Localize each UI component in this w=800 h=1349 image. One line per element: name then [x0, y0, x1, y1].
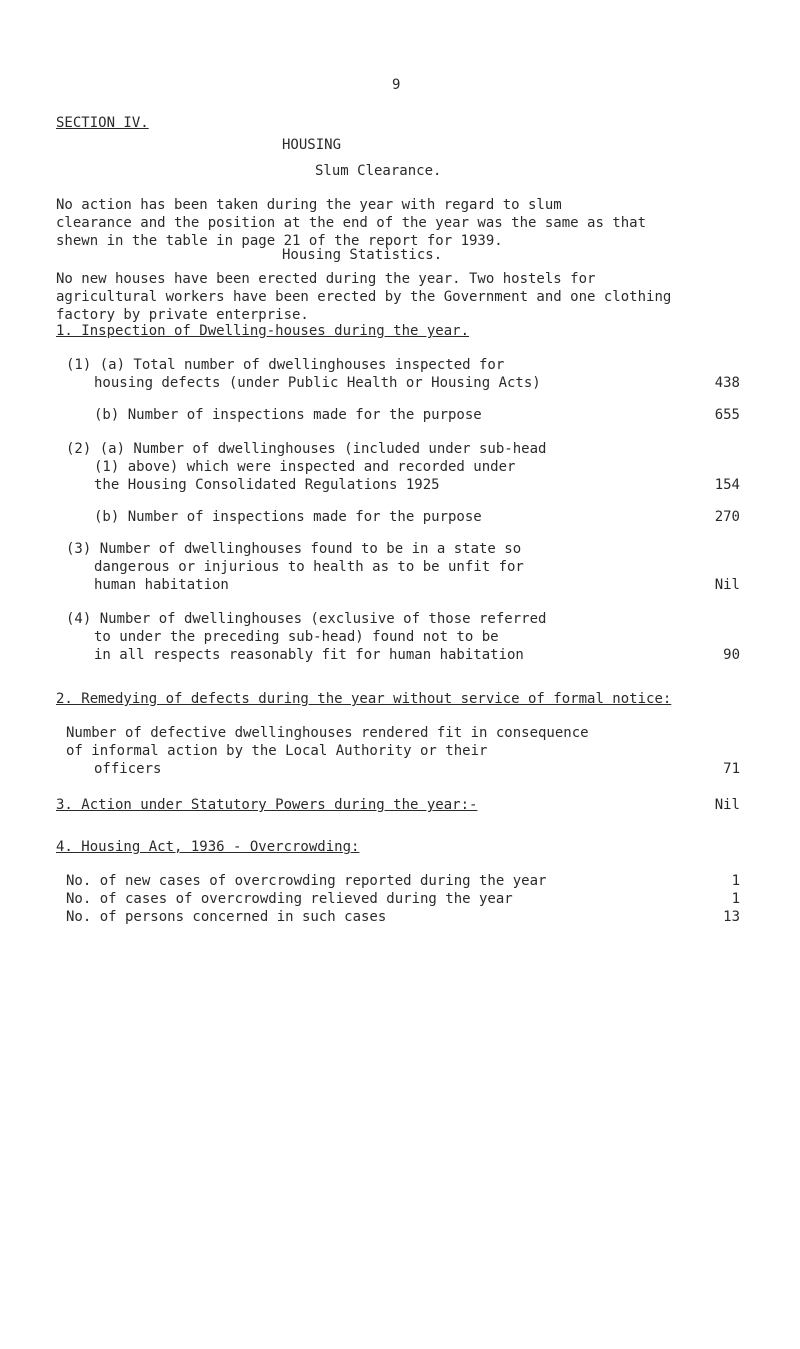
item-text: human habitation — [94, 577, 229, 593]
item-text: (b) Number of inspections made for the purpose — [94, 407, 482, 423]
item-value: 438 — [714, 375, 740, 391]
item-text: housing defects (under Public Health or Housing Acts) — [94, 375, 541, 391]
overcrowding-heading: 4. Housing Act, 1936 - Overcrowding: — [56, 839, 360, 855]
row-value: 13 — [723, 909, 740, 925]
section-label: SECTION IV. — [56, 115, 149, 131]
slum-clearance-paragraph — [56, 196, 646, 250]
item-text: (1) (a) Total number of dwellinghouses inspected for — [66, 357, 505, 373]
item-value: 154 — [714, 477, 740, 493]
item-text: Number of defective dwellinghouses rendered fit in consequence — [66, 725, 589, 741]
row-label: No. of new cases of overcrowding reported during the year — [66, 873, 547, 889]
item-text: (4) Number of dwellinghouses (exclusive of those referred — [66, 611, 547, 627]
item-text: in all respects reasonably fit for human habitation — [94, 647, 524, 663]
row-value: 1 — [731, 891, 740, 907]
row-value: 1 — [731, 873, 740, 889]
text-line: shewn in the table in page 21 of the report for 1939. — [56, 233, 503, 249]
housing-statistics-paragraph — [56, 270, 671, 324]
item-text: to under the preceding sub-head) found not to be — [94, 629, 499, 645]
item-value: 71 — [723, 761, 740, 777]
item-text: dangerous or injurious to health as to be unfit for — [94, 559, 524, 575]
item-text: (b) Number of inspections made for the purpose — [94, 509, 482, 525]
row-label: No. of persons concerned in such cases — [66, 909, 387, 925]
item-value: 655 — [714, 407, 740, 423]
remedying-heading: 2. Remedying of defects during the year without service of formal notice: — [56, 691, 672, 707]
item-text: officers — [94, 761, 162, 777]
page-heading: HOUSING — [282, 137, 342, 153]
page-number: 9 — [392, 77, 401, 93]
text-line: factory by private enterprise. — [56, 307, 309, 323]
item-text: (3) Number of dwellinghouses found to be in a state so — [66, 541, 522, 557]
text-line: clearance and the position at the end of the year was the same as that — [56, 215, 647, 231]
statutory-powers-value: Nil — [714, 797, 740, 813]
item-value: 90 — [723, 647, 740, 663]
item-text: the Housing Consolidated Regulations 1925 — [94, 477, 440, 493]
row-label: No. of cases of overcrowding relieved during the year — [66, 891, 513, 907]
item-value: 270 — [714, 509, 740, 525]
text-line: No action has been taken during the year with regard to slum — [56, 197, 562, 213]
text-line: No new houses have been erected during the year. Two hostels for — [56, 271, 596, 287]
housing-statistics-title: Housing Statistics. — [282, 247, 443, 263]
item-text: (1) above) which were inspected and recorded under — [94, 459, 516, 475]
inspection-heading: 1. Inspection of Dwelling-houses during the year. — [56, 323, 470, 339]
statutory-powers-heading: 3. Action under Statutory Powers during the year:- — [56, 797, 478, 813]
text-line: agricultural workers have been erected by the Government and one clothing — [56, 289, 672, 305]
item-value: Nil — [714, 577, 740, 593]
item-text: of informal action by the Local Authority or their — [66, 743, 488, 759]
slum-clearance-title: Slum Clearance. — [315, 163, 442, 179]
item-text: (2) (a) Number of dwellinghouses (included under sub-head — [66, 441, 547, 457]
